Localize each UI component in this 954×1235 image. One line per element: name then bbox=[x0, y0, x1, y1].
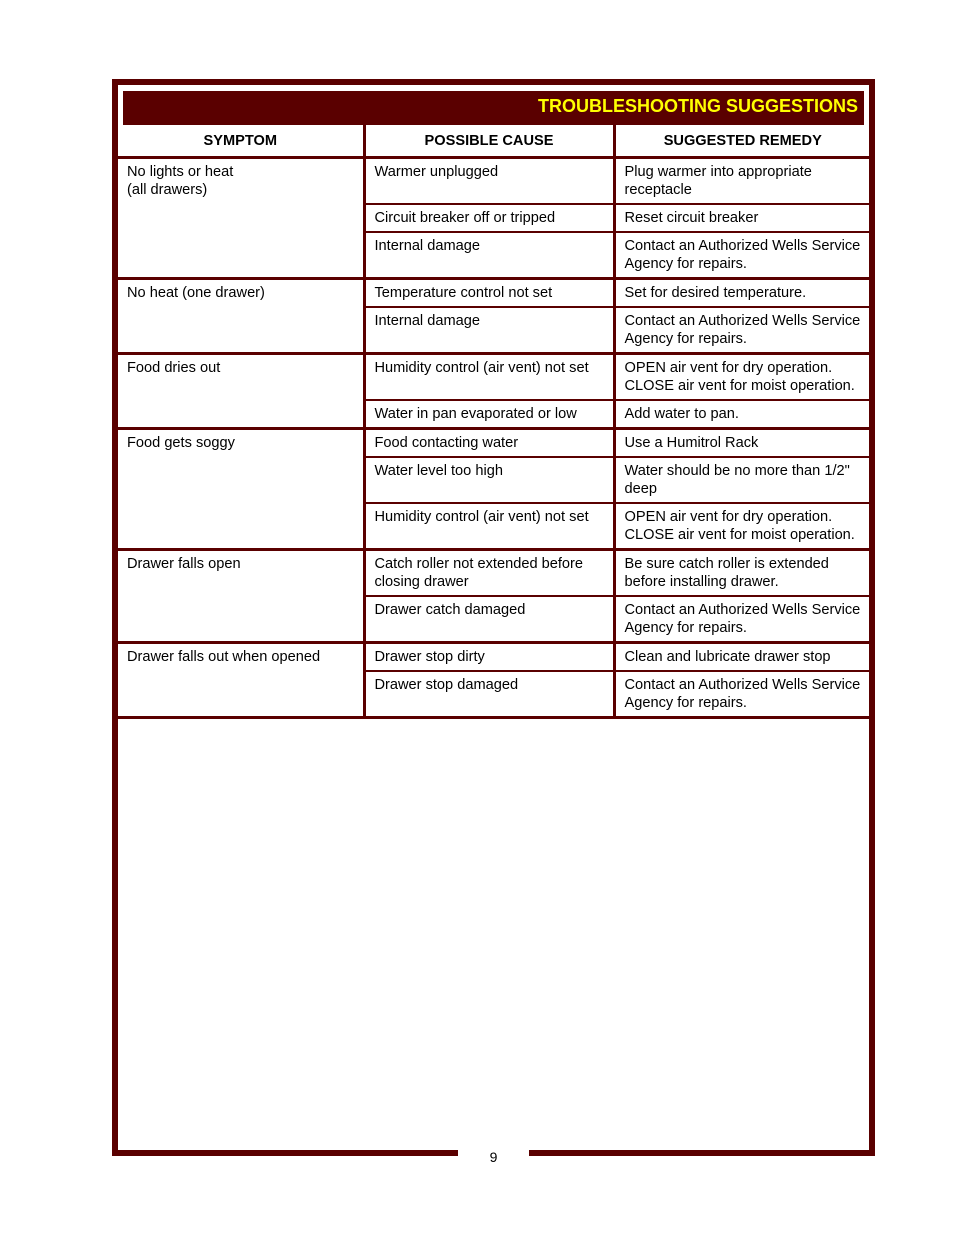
table-row bbox=[118, 354, 870, 401]
cause-cell: Water in pan evaporated or low bbox=[364, 400, 614, 429]
symptom-cell: No heat (one drawer) bbox=[118, 279, 364, 354]
remedy-cell: Contact an Authorized Wells Service Agency for repairs. bbox=[614, 671, 870, 718]
remedy-cell: Set for desired temperature. bbox=[614, 279, 870, 308]
remedy-cell: Add water to pan. bbox=[614, 400, 870, 429]
table-row bbox=[118, 158, 870, 205]
troubleshooting-table-container bbox=[118, 125, 870, 719]
symptom-cell: Drawer falls out when opened bbox=[118, 643, 364, 718]
cause-cell: Warmer unplugged bbox=[364, 158, 614, 205]
table-row bbox=[118, 643, 870, 672]
header-symptom: SYMPTOM bbox=[118, 125, 364, 158]
cause-cell: Catch roller not extended before closing drawer bbox=[364, 550, 614, 597]
cause-cell: Water level too high bbox=[364, 457, 614, 503]
header-possible-cause: POSSIBLE CAUSE bbox=[364, 125, 614, 158]
symptom-cell: Drawer falls open bbox=[118, 550, 364, 643]
cause-cell: Drawer catch damaged bbox=[364, 596, 614, 643]
cause-cell: Food contacting water bbox=[364, 429, 614, 458]
remedy-cell: Clean and lubricate drawer stop bbox=[614, 643, 870, 672]
cause-cell: Humidity control (air vent) not set bbox=[364, 354, 614, 401]
page-number: 9 bbox=[489, 1149, 498, 1165]
symptom-cell: No lights or heat (all drawers) bbox=[118, 158, 364, 279]
cause-cell: Humidity control (air vent) not set bbox=[364, 503, 614, 550]
table-row bbox=[118, 279, 870, 308]
section-title: TROUBLESHOOTING SUGGESTIONS bbox=[123, 91, 864, 125]
troubleshooting-table bbox=[118, 125, 870, 719]
remedy-cell: Plug warmer into appropriate receptacle bbox=[614, 158, 870, 205]
cause-cell: Circuit breaker off or tripped bbox=[364, 204, 614, 232]
table-row bbox=[118, 550, 870, 597]
cause-cell: Temperature control not set bbox=[364, 279, 614, 308]
remedy-cell: Be sure catch roller is extended before installing drawer. bbox=[614, 550, 870, 597]
remedy-cell: OPEN air vent for dry operation. CLOSE air vent for moist operation. bbox=[614, 503, 870, 550]
cause-cell: Internal damage bbox=[364, 232, 614, 279]
remedy-cell: Water should be no more than 1/2" deep bbox=[614, 457, 870, 503]
table-body bbox=[118, 158, 870, 718]
cause-cell: Internal damage bbox=[364, 307, 614, 354]
header-suggested-remedy: SUGGESTED REMEDY bbox=[614, 125, 870, 158]
symptom-cell: Food dries out bbox=[118, 354, 364, 429]
remedy-cell: Reset circuit breaker bbox=[614, 204, 870, 232]
cause-cell: Drawer stop dirty bbox=[364, 643, 614, 672]
cause-cell: Drawer stop damaged bbox=[364, 671, 614, 718]
remedy-cell: Contact an Authorized Wells Service Agency for repairs. bbox=[614, 596, 870, 643]
remedy-cell: Contact an Authorized Wells Service Agency for repairs. bbox=[614, 307, 870, 354]
remedy-cell: Contact an Authorized Wells Service Agency for repairs. bbox=[614, 232, 870, 279]
symptom-cell: Food gets soggy bbox=[118, 429, 364, 550]
table-header-row bbox=[118, 125, 870, 158]
remedy-cell: Use a Humitrol Rack bbox=[614, 429, 870, 458]
remedy-cell: OPEN air vent for dry operation. CLOSE air vent for moist operation. bbox=[614, 354, 870, 401]
table-row bbox=[118, 429, 870, 458]
